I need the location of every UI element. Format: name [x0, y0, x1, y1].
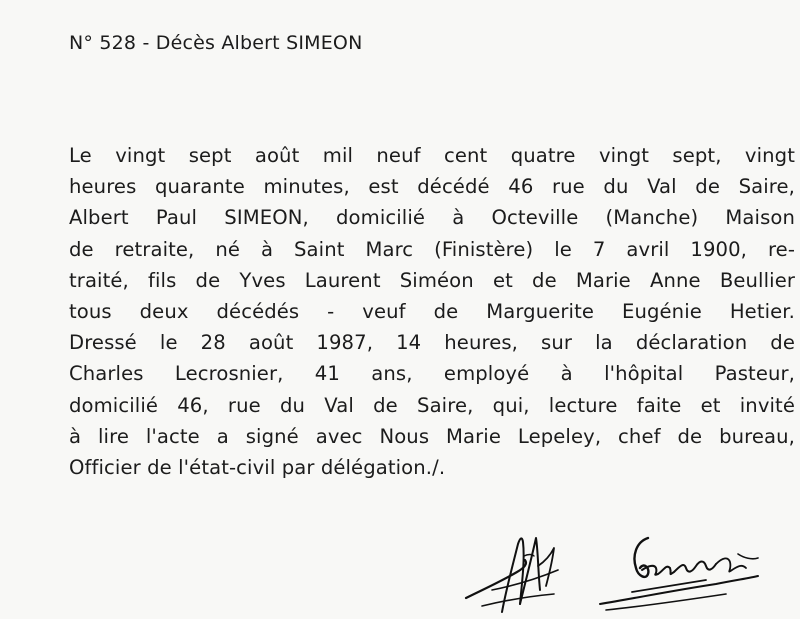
officer-signature-icon [596, 530, 766, 615]
act-line-6: tous deux décédés - veuf de Marguerite Eugénie Hetier. [69, 299, 795, 323]
act-line-3: Albert Paul SIMEON, domicilié à Octeville (Manche) Maison [69, 206, 795, 230]
act-line-1: Le vingt sept août mil neuf cent quatre vingt sept, vingt [69, 144, 795, 167]
declarant-signature-icon [462, 520, 587, 616]
act-line-4: de retraite, né à Saint Marc (Finistère) le 7 avril 1900, re- [69, 237, 795, 261]
act-body [69, 140, 800, 483]
act-line-11: Officier de l'état-civil par délégation./. [69, 455, 446, 479]
act-heading: N° 528 - Décès Albert SIMEON [69, 32, 363, 54]
act-line-10: à lire l'acte a signé avec Nous Marie Lepeley, chef de bureau, [69, 424, 795, 448]
act-line-7: Dressé le 28 août 1987, 14 heures, sur la déclaration de [69, 331, 795, 355]
act-line-8: Charles Lecrosnier, 41 ans, employé à l'hôpital Pasteur, [69, 362, 795, 386]
act-line-9: domicilié 46, rue du Val de Saire, qui, lecture faite et invité [69, 393, 795, 417]
act-line-2: heures quarante minutes, est décédé 46 rue du Val de Saire, [69, 175, 795, 199]
act-line-5: traité, fils de Yves Laurent Siméon et de Marie Anne Beullier [69, 268, 795, 292]
